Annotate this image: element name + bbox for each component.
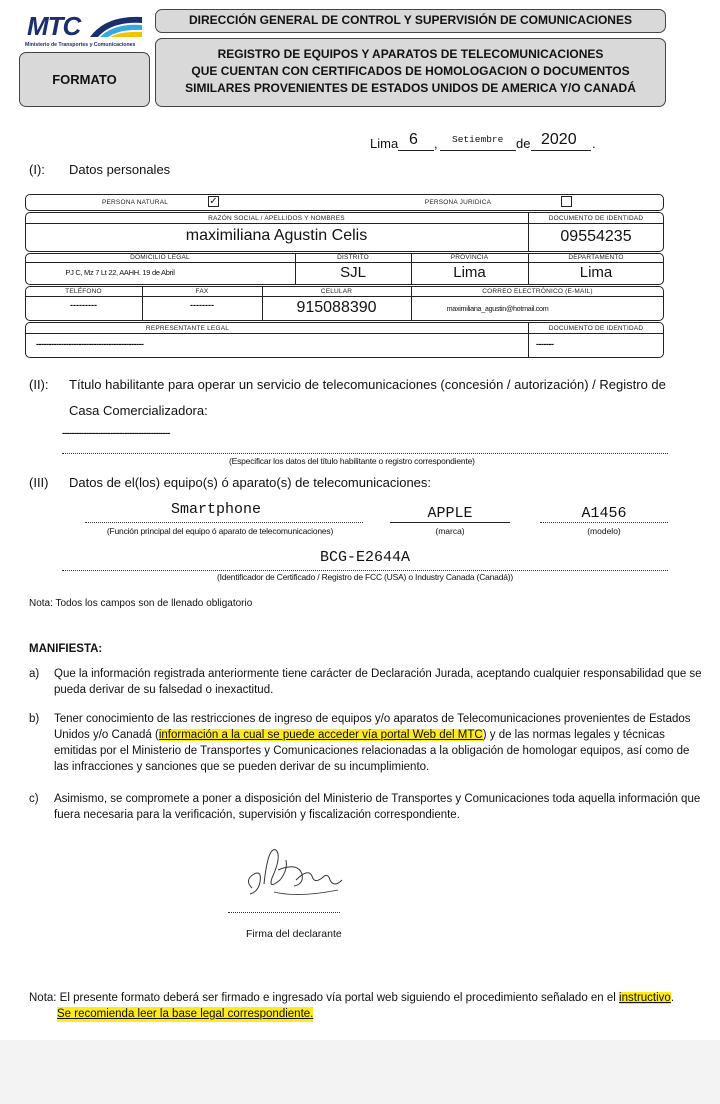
date-comma: , [434,136,438,151]
date-line [370,131,600,153]
fax-value: -------- [190,300,214,310]
date-year: 2020 [541,131,577,148]
item-b-line1: Tener conocimiento de las restricciones de ingreso de equipos y/o aparatos de Telecomunicaciones provenientes de Estados [54,713,691,725]
correo-value: maximiliana_agustin@hotmail.com [446,304,549,313]
representante-value: ------------------------------------------- [36,339,144,349]
section1-number: (I): [29,162,45,177]
instructivo-link[interactable]: instructivo [619,992,671,1004]
celular-label: CELULAR [320,288,353,295]
distrito-value: SJL [340,264,366,281]
section2-text-line1: Título habilitante para operar un servicio de telecomunicaciones (concesión / autorización) / Registro de [69,377,666,392]
rep-doc-label: DOCUMENTO DE IDENTIDAD [548,325,644,332]
logo-subtitle: Ministerio de Transportes y Comunicaciones [25,42,136,48]
modelo-caption: (modelo) [587,526,621,536]
item-c-line2: fuera necesaria para la verificación, supervisión y fiscalización correspondiente. [54,809,460,821]
nota-final-line1 [29,991,674,1006]
direction-title: DIRECCIÓN GENERAL DE CONTROL Y SUPERVISIÓN DE COMUNICACIONES [189,13,632,27]
item-b-line2 [54,728,665,743]
telefono-value: --------- [70,300,97,310]
title-line-3: SIMILARES PROVENIENTES DE ESTADOS UNIDOS DE AMERICA Y/O CANADÁ [185,81,636,95]
section2-number: (II): [29,377,49,392]
formato-label: FORMATO [52,72,117,87]
signature [238,840,350,912]
date-city: Lima [370,136,399,151]
doc-identidad-value: 09554235 [560,228,632,245]
title-line-1: REGISTRO DE EQUIPOS Y APARATOS DE TELECOMUNICACIONES [217,47,604,61]
persona-natural-label: PERSONA NATURAL [101,199,169,206]
logo-text: MTC [27,11,81,41]
razon-social-label: RAZÓN SOCIAL / APELLIDOS Y NOMBRES [208,215,345,222]
title-line-2: QUE CUENTAN CON CERTIFICADOS DE HOMOLOGACION O DOCUMENTOS [191,64,630,78]
manifiesta-title: MANIFIESTA: [29,643,103,655]
bottom-bar [0,1040,720,1104]
persona-natural-checkbox[interactable]: ✓ [209,196,218,207]
correo-label: CORREO ELECTRÓNICO (E-MAIL) [482,288,593,295]
item-c-line1: Asimismo, se compromete a poner a disposición del Ministerio de Transportes y Comunicaciones toda aquella información que [54,793,701,805]
marca-value: APPLE [427,505,473,522]
firma-caption: Firma del declarante [246,928,342,940]
provincia-label: PROVINCIA [450,254,489,261]
item-a-marker: a) [29,668,40,680]
funcion-value: Smartphone [170,501,261,518]
marca-caption: (marca) [435,526,465,536]
date-de: de [516,136,531,151]
razon-social-value: maximiliana Agustin Celis [185,227,368,244]
section2-value: --------------------------------------------- [62,428,170,438]
mtc-logo [25,11,147,49]
section2-caption: (Especificar los datos del título habilitante o registro correspondiente) [229,456,475,466]
nota-final-post: . [670,992,675,1004]
date-period: . [592,136,596,151]
item-b-marker: b) [29,713,40,725]
modelo-value: A1456 [581,505,627,522]
section3-number: (III) [29,475,49,490]
fax-label: FAX [195,288,209,295]
departamento-value: Lima [579,264,613,281]
telefono-label: TELÉFONO [65,288,102,295]
item-a-line1: Que la información registrada anteriormente tiene carácter de Declaración Jurada, aceptando cualquier responsabilidad que se [54,668,702,680]
domicilio-value: PJ C, Mz 7 Lt 22, AAHH. 19 de Abril [65,268,175,277]
celular-value: 915088390 [296,299,377,316]
section1-title: Datos personales [69,162,171,177]
cert-caption: (Identificador de Certificado / Registro de FCC (USA) o Industry Canada (Canadá)) [216,572,514,582]
item-b-line2-pre: Unidos y/o Canadá ( [54,729,159,741]
nota-final-pre: Nota: El presente formato deberá ser firmado e ingresado vía portal web siguiendo el procedimiento señalado en el [29,992,620,1004]
rep-doc-value: ------- [536,339,554,349]
provincia-value: Lima [453,264,486,281]
cert-value: BCG-E2644A [319,549,410,566]
mtc-portal-link[interactable]: información a la cual se puede acceder vía portal Web del MTC [158,729,483,741]
domicilio-label: DOMICILIO LEGAL [130,254,190,261]
base-legal-link[interactable]: Se recomienda leer la base legal correspondiente. [57,1008,314,1020]
date-month: Setiembre [452,134,504,145]
item-b-line3: emitidas por el Ministerio de Transportes y Comunicaciones relacionadas a la obligación de homologar equipos, así como de [54,745,690,757]
section3-title: Datos de el(los) equipo(s) ó aparato(s) de telecomunicaciones: [69,475,432,490]
nota-obligatorio: Nota: Todos los campos son de llenado obligatorio [29,598,253,609]
departamento-label: DEPARTAMENTO [568,254,624,261]
persona-juridica-checkbox[interactable] [561,196,572,207]
funcion-caption: (Función principal del equipo ó aparato de telecomunicaciones) [106,526,334,536]
item-a-line2: pueda derivar de su falsedad o inexactitud. [54,684,274,696]
item-b-line2-post: ) y de las normas legales y técnicas [482,729,665,741]
persona-juridica-label: PERSONA JURIDICA [424,199,492,206]
item-b-line4: las infracciones y sanciones que se pueden derivar de su incumplimiento. [54,761,430,773]
item-c-marker: c) [29,793,39,805]
section2-text-line2: Casa Comercializadora: [69,403,208,418]
date-day: 6 [409,131,418,148]
representante-label: REPRESENTANTE LEGAL [145,325,230,332]
logo-flag-icon [88,13,144,39]
doc-identidad-label: DOCUMENTO DE IDENTIDAD [548,215,644,222]
distrito-label: DISTRITO [337,254,369,261]
